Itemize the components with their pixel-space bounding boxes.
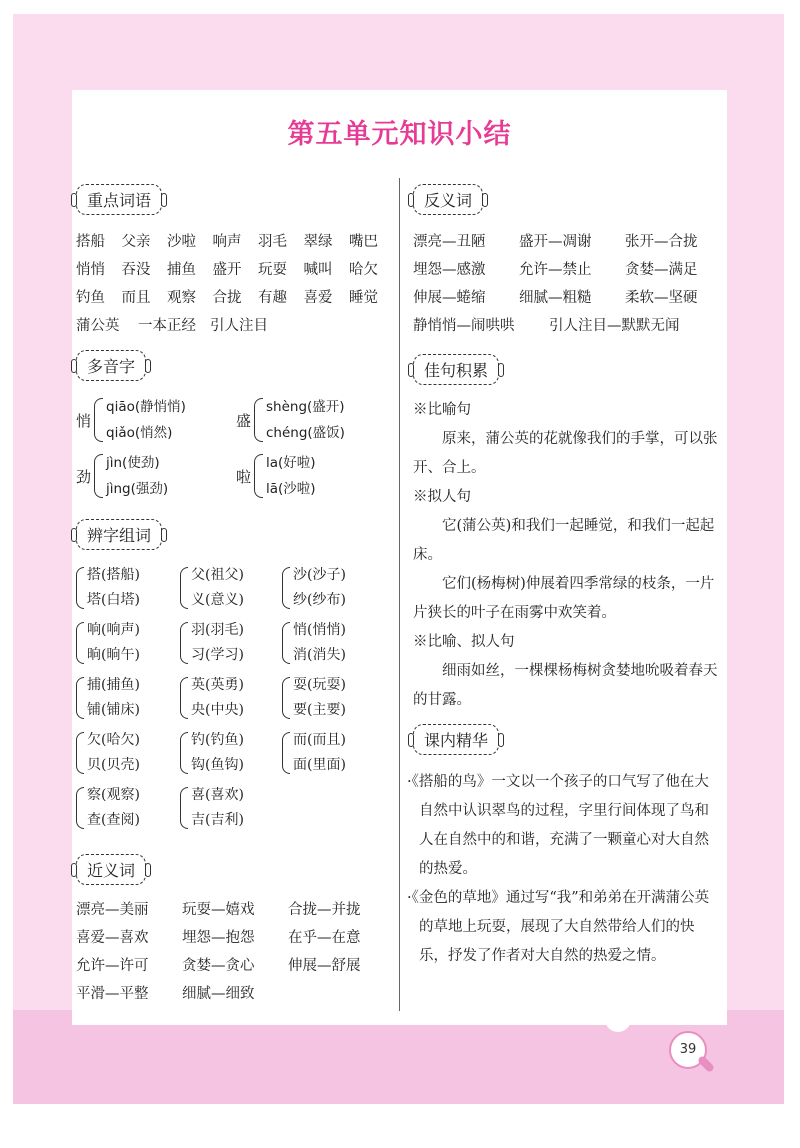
text-item: lā(沙啦) [266, 481, 316, 497]
text-item: 引人注目 [210, 317, 268, 334]
group [191, 673, 244, 723]
text-item: 而(而且) [293, 732, 346, 748]
brace-mark [180, 567, 188, 609]
brace-mark [76, 787, 84, 829]
text-item: 悄悄 [76, 261, 105, 278]
section-polyphonic [76, 348, 388, 508]
text-item: 央(中央) [191, 702, 244, 718]
group [76, 852, 146, 886]
char-pair [180, 728, 244, 778]
text-item: 父(祖父) [191, 567, 244, 583]
text-item: 玩耍 [258, 261, 287, 278]
heading-essence: 课内精华 [413, 724, 499, 755]
antonym-row [413, 310, 698, 338]
text-item: 张开—合拢 [625, 233, 698, 250]
char-pair [76, 618, 140, 668]
char-pair [180, 783, 244, 833]
text-item: 观察 [167, 289, 196, 306]
sentence-text: 细雨如丝，一棵棵杨梅树贪婪地吮吸着春天的甘露。 [413, 663, 718, 708]
text-item: qiāo(静悄悄) [106, 399, 186, 415]
group [413, 352, 499, 386]
essence-item: ·《搭船的鸟》一文以一个孩子的口气写了他在大自然中认识翠鸟的过程，字里行间体现了鸟和人在自然中的和谐，充满了一颗童心对大自然的热爱。 [407, 774, 709, 877]
group [87, 563, 140, 613]
brace-mark [180, 787, 188, 829]
group [106, 394, 186, 446]
brace-mark [94, 454, 103, 498]
group [191, 783, 244, 833]
text-item: 要(主要) [293, 702, 346, 718]
text-item: 埋怨—抱怨 [182, 929, 255, 946]
text-item: 埋怨—感激 [413, 261, 486, 278]
char-pair [76, 673, 140, 723]
polyphonic-group [76, 450, 168, 502]
group [266, 394, 345, 446]
text-item: 悄(悄悄) [293, 622, 346, 638]
text-item: 羽毛 [258, 233, 287, 250]
text-item: 平滑—平整 [76, 985, 149, 1002]
text-item: 查(查阅) [87, 812, 140, 828]
text-item: 贪婪—贪心 [182, 957, 255, 974]
brace-mark [282, 677, 290, 719]
group [413, 722, 499, 756]
brace-mark [76, 677, 84, 719]
sentence-label: ※比喻、拟人句 [413, 634, 515, 650]
sentence-text: 原来，蒲公英的花就像我们的手掌，可以张开、合上。 [413, 431, 718, 476]
page-title: 第五单元知识小结 [287, 119, 512, 150]
group [266, 450, 316, 502]
char-pair [282, 618, 346, 668]
text-item: 钩(鱼钩) [191, 757, 244, 773]
text-item: 塔(白塔) [87, 592, 140, 608]
brace-mark [76, 732, 84, 774]
heading-polyphonic: 多音字 [76, 350, 146, 381]
text-item: 睡觉 [349, 289, 378, 306]
text-item: 哈欠 [349, 261, 378, 278]
char-pair [180, 673, 244, 723]
group [293, 673, 346, 723]
group [87, 783, 140, 833]
group [106, 450, 168, 502]
group [76, 517, 162, 551]
char-pair [180, 563, 244, 613]
char-pair [282, 563, 346, 613]
text-item: 喜爱—喜欢 [76, 929, 149, 946]
text-item: 漂亮—美丽 [76, 901, 149, 918]
text-item: 响声 [212, 233, 242, 250]
brace-mark [282, 622, 290, 664]
text-item: 一本正经 [138, 317, 196, 334]
text-item: 漂亮—丑陋 [413, 233, 486, 250]
word-row [76, 226, 378, 254]
brace-mark [282, 732, 290, 774]
char-pair [76, 563, 140, 613]
sentence-text: 它们(杨梅树)伸展着四季常绿的枝条，一片片狭长的叶子在雨雾中欢笑着。 [413, 576, 715, 621]
char-pair [76, 783, 140, 833]
text-item: 柔软—坚硬 [625, 289, 698, 306]
text-item: 习(学习) [191, 647, 244, 663]
group [87, 618, 140, 668]
text-item: la(好啦) [266, 455, 316, 471]
text-item: 静悄悄—闹哄哄 [413, 317, 515, 334]
text-item: 有趣 [258, 289, 287, 306]
polyphonic-group [236, 394, 345, 446]
text-item: 铺(铺床) [87, 702, 140, 718]
text-item: 消(消失) [293, 647, 346, 663]
brace-mark [180, 732, 188, 774]
text-item: 细腻—细致 [182, 985, 255, 1002]
brace-mark [76, 567, 84, 609]
word-row [76, 310, 378, 338]
group [87, 673, 140, 723]
column-divider [399, 178, 400, 1011]
char-pair [76, 728, 140, 778]
text-item: 盛开—凋谢 [519, 233, 592, 250]
group [293, 563, 346, 613]
text-item: 捕(捕鱼) [87, 677, 140, 693]
text-item: 合拢 [212, 289, 242, 306]
polyphonic-group [76, 394, 186, 446]
text-item: 细腻—粗糙 [519, 289, 592, 306]
text-item: 搭船 [76, 233, 105, 250]
heading-sentences: 佳句积累 [413, 354, 499, 385]
char-pair [180, 618, 244, 668]
text-item: 啦 [236, 467, 252, 486]
word-row [76, 282, 378, 310]
text-item: 翠绿 [303, 233, 333, 250]
text-item: 搭(搭船) [87, 567, 140, 583]
text-item: jìng(强劲) [106, 481, 169, 497]
text-item: 喜爱 [303, 289, 333, 306]
antonym-row [413, 282, 698, 310]
text-item: 喜(喜欢) [191, 787, 244, 803]
heading-distinguish: 辨字组词 [76, 519, 162, 550]
text-item: 捕鱼 [167, 261, 196, 278]
heading-synonyms: 近义词 [76, 854, 146, 885]
text-item: 允许—许可 [76, 957, 149, 974]
group [87, 728, 140, 778]
text-item: 贪婪—满足 [625, 261, 698, 278]
antonym-row [413, 226, 698, 254]
text-item: 盛开 [212, 261, 242, 278]
text-item: 察(观察) [87, 787, 140, 803]
brace-mark [254, 454, 263, 498]
char-pair [282, 728, 346, 778]
text-item: 沙啦 [167, 233, 196, 250]
text-item: 面(里面) [293, 757, 346, 773]
group [191, 618, 244, 668]
text-item: 英(英勇) [191, 677, 244, 693]
section-distinguish [76, 517, 388, 837]
brace-mark [180, 677, 188, 719]
text-item: 羽(羽毛) [191, 622, 244, 638]
text-item: 父亲 [121, 233, 151, 250]
text-item: 合拢—并拢 [288, 901, 361, 918]
text-item: 吉(吉利) [191, 812, 244, 828]
text-item: shèng(盛开) [266, 399, 345, 415]
text-item: 允许—禁止 [519, 261, 592, 278]
heading-key-words: 重点词语 [76, 184, 162, 215]
text-item: 纱(纱布) [293, 592, 346, 608]
brace-mark [76, 622, 84, 664]
text-item: 钓鱼 [76, 289, 105, 306]
text-item: qiǎo(悄然) [106, 425, 173, 441]
text-item: 而且 [121, 289, 151, 306]
group [76, 348, 146, 382]
group [413, 182, 483, 216]
text-item: 响(响声) [87, 622, 140, 638]
sentence-text: 它(蒲公英)和我们一起睡觉，和我们一起起床。 [413, 518, 715, 563]
text-item: 嘴巴 [349, 233, 378, 250]
brace-mark [282, 567, 290, 609]
text-item: 喊叫 [303, 261, 333, 278]
text-item: 义(意义) [191, 592, 244, 608]
antonym-row [413, 254, 698, 282]
brace-mark [254, 398, 263, 442]
text-item: 玩耍—嬉戏 [182, 901, 255, 918]
text-item: 伸展—蜷缩 [413, 289, 486, 306]
sentence-label: ※拟人句 [413, 489, 471, 505]
text-item: 欠(哈欠) [87, 732, 140, 748]
essence-item: ·《金色的草地》通过写“我”和弟弟在开满蒲公英的草地上玩耍，展现了大自然带给人们的快乐，抒发了作者对大自然的热爱之情。 [407, 890, 710, 964]
text-item: jìn(使劲) [106, 455, 160, 471]
text-item: 悄 [76, 411, 92, 430]
synonym-row [76, 894, 361, 922]
decor-circle [605, 1006, 631, 1032]
text-item: 盛 [236, 411, 252, 430]
char-pair [282, 673, 346, 723]
synonym-row [76, 950, 361, 978]
page-number-badge: 39 [669, 1031, 707, 1069]
text-item: 耍(玩耍) [293, 677, 346, 693]
sentence-label: ※比喻句 [413, 402, 471, 418]
text-item: 晌(晌午) [87, 647, 140, 663]
group [293, 728, 346, 778]
text-item: 在乎—在意 [288, 929, 361, 946]
synonym-row [76, 978, 361, 1006]
heading-antonyms: 反义词 [413, 184, 483, 215]
text-item: 钓(钓鱼) [191, 732, 244, 748]
text-item: 蒲公英 [76, 317, 120, 334]
text-item: 贝(贝壳) [87, 757, 140, 773]
brace-mark [94, 398, 103, 442]
group [191, 728, 244, 778]
group [293, 618, 346, 668]
text-item: 伸展—舒展 [288, 957, 361, 974]
text-item: 引人注目—默默无闻 [549, 317, 680, 334]
text-item: 吞没 [121, 261, 151, 278]
text-item: 劲 [76, 467, 92, 486]
text-item: 沙(沙子) [293, 567, 346, 583]
text-item: chéng(盛饭) [266, 425, 345, 441]
group [76, 182, 162, 216]
polyphonic-group [236, 450, 316, 502]
brace-mark [180, 622, 188, 664]
word-row [76, 254, 378, 282]
synonym-row [76, 922, 361, 950]
group [191, 563, 244, 613]
